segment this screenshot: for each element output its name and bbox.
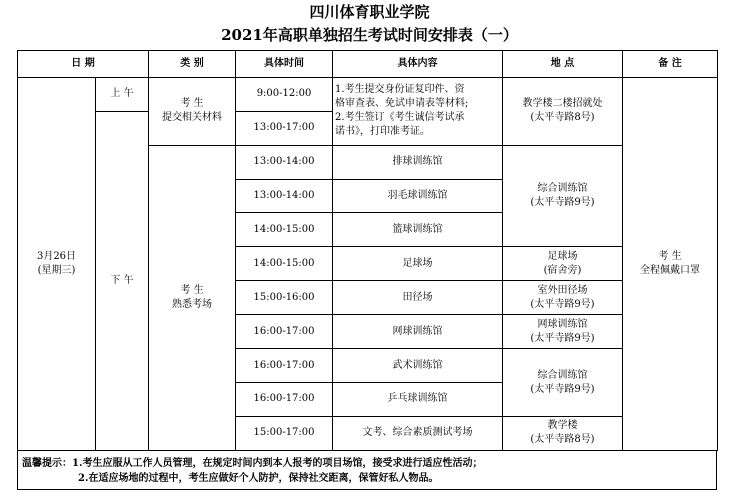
time-cell: 13:00-14:00 [236, 145, 333, 179]
time-cell: 13:00-17:00 [236, 111, 333, 145]
notice-box [17, 451, 717, 490]
location-teaching-line2: (太平寺路8号) [530, 434, 595, 446]
content-cell: 武术训练馆 [333, 349, 503, 383]
header-remarks: 备 注 [623, 51, 718, 78]
location-football-line1: 足球场 [547, 250, 578, 262]
time-cell: 14:00-15:00 [236, 213, 333, 247]
content-cell: 足球场 [333, 247, 503, 281]
materials-content-line2: 格审查表、免试申请表等材料; [335, 98, 469, 110]
location-track-line1: 室外田径场 [537, 284, 588, 296]
location-gym-a-line2: (太平寺路9号) [530, 196, 595, 208]
date-cell [18, 77, 96, 450]
content-cell: 网球训练馆 [333, 315, 503, 349]
location-track [503, 281, 623, 315]
materials-content-line4: 诺书》，打印准考证。 [335, 126, 431, 138]
time-cell: 9:00-12:00 [236, 77, 333, 111]
time-cell: 15:00-16:00 [236, 281, 333, 315]
content-cell: 篮球训练馆 [333, 213, 503, 247]
location-tennis [503, 315, 623, 349]
header-location: 地 点 [503, 51, 623, 78]
category-materials-line1: 考 生 [180, 98, 204, 110]
category-exam-line1: 考 生 [180, 284, 204, 296]
table-row [18, 77, 718, 111]
category-exam-line2: 熟悉考场 [172, 298, 213, 310]
content-cell: 乒乓球训练馆 [333, 383, 503, 417]
materials-content-line3: 2.考生签订《考生诚信考试承 [335, 112, 465, 124]
location-football [503, 247, 623, 281]
location-teaching [503, 416, 623, 450]
location-gym-a-line1: 综合训练馆 [537, 182, 588, 194]
materials-location-line2: (太平寺路8号) [530, 112, 595, 124]
period-afternoon: 下 午 [96, 111, 149, 450]
header-category: 类 别 [149, 51, 236, 78]
content-cell: 排球训练馆 [333, 145, 503, 179]
time-cell: 16:00-17:00 [236, 349, 333, 383]
period-morning: 上 午 [96, 77, 149, 111]
materials-location [503, 77, 623, 145]
category-materials-line2: 提交相关材料 [162, 112, 223, 124]
notice-line1: 温馨提示：1.考生应服从工作人员管理，在规定时间内到本人报考的项目场馆，接受求进行适应性活动； [22, 458, 483, 469]
materials-content [333, 77, 503, 145]
time-cell: 15:00-17:00 [236, 416, 333, 450]
materials-content-line1: 1.考生提交身份证复印件、资 [335, 84, 465, 96]
location-tennis-line2: (太平寺路9号) [530, 332, 595, 344]
schedule-table [17, 50, 718, 451]
content-cell: 田径场 [333, 281, 503, 315]
location-gym-a [503, 145, 623, 247]
location-football-line2: (宿舍旁) [543, 264, 582, 276]
time-cell: 16:00-17:00 [236, 383, 333, 417]
location-tennis-line1: 网球训练馆 [537, 318, 588, 330]
date-weekday: (星期三) [37, 264, 76, 276]
time-cell: 13:00-14:00 [236, 179, 333, 213]
school-name: 四川体育职业学院 [309, 3, 430, 21]
remarks-cell [623, 77, 718, 450]
header-row [18, 51, 718, 78]
notice-line2: 2.在适应场地的过程中，考生应做好个人防护，保持社交距离，保管好私人物品。 [78, 473, 439, 484]
location-teaching-line1: 教学楼 [547, 420, 578, 432]
location-track-line2: (太平寺路9号) [530, 298, 595, 310]
header-date: 日 期 [18, 51, 149, 78]
category-exam [149, 145, 236, 450]
remarks-line2: 全程佩戴口罩 [640, 264, 701, 276]
time-cell: 16:00-17:00 [236, 315, 333, 349]
header-content: 具体内容 [333, 51, 503, 78]
location-gym-b [503, 349, 623, 417]
location-gym-b-line2: (太平寺路9号) [530, 383, 595, 395]
content-cell: 文考、综合素质测试考场 [333, 416, 503, 450]
content-cell: 羽毛球训练馆 [333, 179, 503, 213]
time-cell: 14:00-15:00 [236, 247, 333, 281]
date-day: 3月26日 [36, 250, 77, 262]
header-time: 具体时间 [236, 51, 333, 78]
materials-location-line1: 教学楼二楼招就处 [522, 98, 603, 110]
remarks-line1: 考 生 [658, 250, 682, 262]
schedule-title: 2021年高职单独招生考试时间安排表（一） [221, 26, 518, 44]
category-materials [149, 77, 236, 145]
location-gym-b-line1: 综合训练馆 [537, 369, 588, 381]
